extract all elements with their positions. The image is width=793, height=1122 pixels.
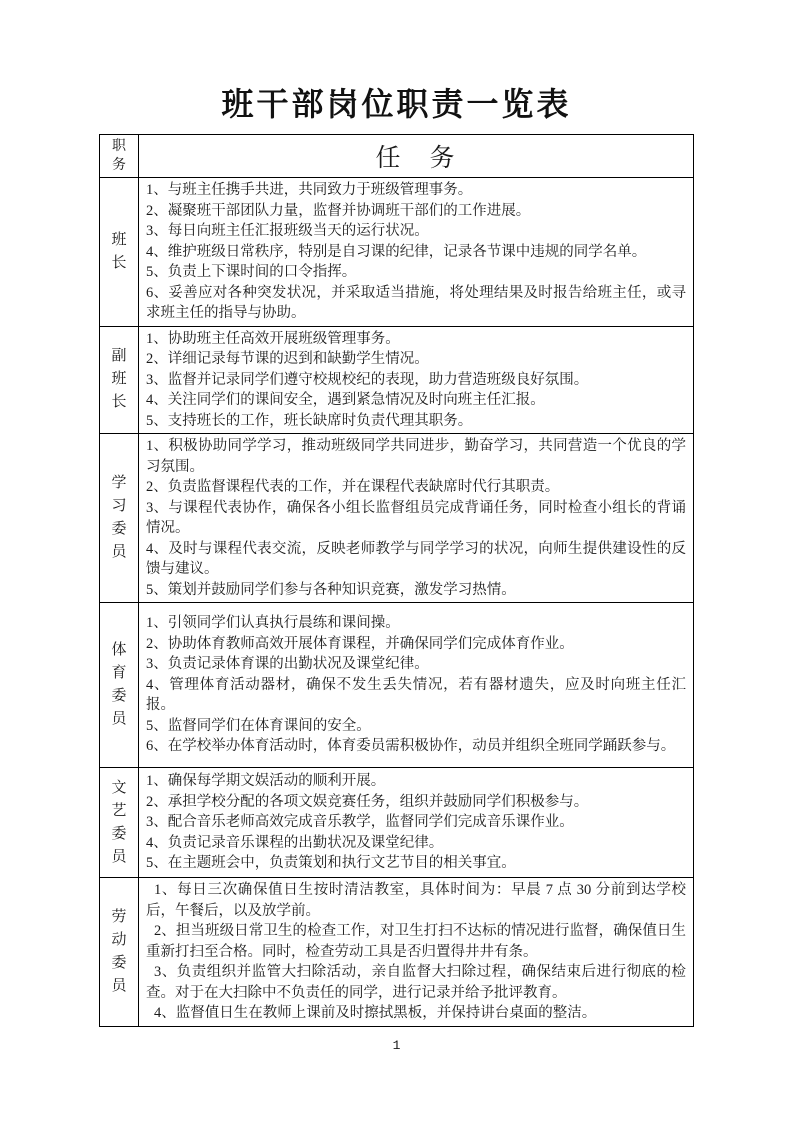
task-item: 1、协助班主任高效开展班级管理事务。: [146, 330, 400, 347]
task-item: 2、凝聚班干部团队力量，监督并协调班干部们的工作进展。: [146, 202, 531, 219]
task-item: 2、详细记录每节课的迟到和缺勤学生情况。: [146, 351, 429, 367]
role-label: 文艺委员: [111, 779, 127, 865]
task-item: 2、担当班级日常卫生的检查工作，对卫生打扫不达标的情况进行监督，确保值日生重新打扫至合格。同时，检查劳动工具是否归置得井井有条。: [146, 923, 686, 960]
task-item: 1、与班主任携手共进，共同致力于班级管理事务。: [146, 182, 473, 198]
role-cell-monitor: [100, 178, 139, 327]
task-item: 3、配合音乐老师高效完成音乐教学，监督同学们完成音乐课作业。: [146, 814, 574, 831]
tasks-cell-study: [139, 434, 694, 603]
tasks-cell-vice-monitor: [139, 326, 694, 434]
task-item: 1、引领同学们认真执行晨练和课间操。: [146, 615, 400, 632]
page-number: 1: [392, 1038, 401, 1053]
role-label: 班长: [111, 231, 127, 271]
role-cell-labor: [100, 878, 139, 1027]
table-row-monitor: [100, 178, 694, 327]
tasks-cell-monitor: [139, 178, 694, 327]
task-item: 5、监督同学们在体育课间的安全。: [146, 717, 371, 734]
responsibilities-table: [99, 134, 694, 1027]
role-cell-sports: [100, 603, 139, 768]
role-label: 副班长: [111, 348, 127, 411]
tasks-cell-labor: [139, 878, 694, 1027]
table-row-vice-monitor: [100, 326, 694, 434]
task-item: 4、监督值日生在教师上课前及时擦拭黑板，并保持讲台桌面的整洁。: [153, 1005, 597, 1021]
task-item: 1、每日三次确保值日生按时清洁教室，具体时间为：早晨 7 点 30 分前到达学校后，午餐后，以及放学前。: [146, 882, 686, 919]
document-title: 班干部岗位职责一览表: [221, 86, 572, 122]
table-row-study: [100, 434, 694, 603]
tasks-cell-arts: [139, 768, 694, 878]
header-cell-task: [139, 135, 694, 178]
task-item: 3、负责记录体育课的出勤状况及课堂纪律。: [146, 656, 429, 673]
task-item: 1、确保每学期文娱活动的顺利开展。: [146, 773, 386, 790]
task-item: 6、在学校举办体育活动时，体育委员需积极协作，动员并组织全班同学踊跃参与。: [146, 738, 676, 755]
task-item: 3、与课程代表协作，确保各小组长监督组员完成背诵任务，同时检查小组长的背诵情况。: [146, 499, 686, 536]
task-item: 4、及时与课程代表交流，反映老师教学与同学学习的状况，向师生提供建设性的反馈与建议。: [146, 540, 686, 577]
task-item: 3、监督并记录同学们遵守校规校纪的表现，助力营造班级良好氛围。: [146, 371, 589, 388]
table-row-sports: [100, 603, 694, 768]
task-item: 4、关注同学们的课间安全，遇到紧急情况及时向班主任汇报。: [146, 392, 545, 408]
task-item: 5、在主题班会中，负责策划和执行文艺节目的相关事宜。: [146, 855, 516, 872]
task-item: 5、支持班长的工作，班长缺席时负责代理其职务。: [146, 412, 473, 429]
role-cell-arts: [100, 768, 139, 878]
task-item: 3、负责组织并监管大扫除活动，亲自监督大扫除过程，确保结束后进行彻底的检查。对于在大扫除中不负责任的同学，进行记录并给予批评教育。: [146, 964, 686, 1001]
task-item: 1、积极协助同学学习，推动班级同学共同进步，勤奋学习，共同营造一个优良的学习氛围。: [146, 438, 686, 475]
task-item: 2、负责监督课程代表的工作，并在课程代表缺席时代行其职责。: [146, 479, 560, 495]
task-item: 5、负责上下课时间的口令指挥。: [146, 264, 357, 280]
task-item: 3、每日向班主任汇报班级当天的运行状况。: [146, 223, 429, 239]
task-item: 4、管理体育活动器材，确保不发生丢失情况，若有器材遗失，应及时向班主任汇报。: [146, 676, 686, 714]
table-row-arts: [100, 768, 694, 878]
task-item: 2、承担学校分配的各项文娱竞赛任务，组织并鼓励同学们积极参与。: [146, 793, 589, 810]
table-row-labor: [100, 878, 694, 1027]
task-item: 6、妥善应对各种突发状况，并采取适当措施，将处理结果及时报告给班主任，或寻求班主任的指导与协助。: [146, 284, 686, 321]
task-item: 5、策划并鼓励同学们参与各种知识竞赛，激发学习热情。: [146, 581, 516, 598]
role-cell-vice-monitor: [100, 326, 139, 434]
table-header-row: [100, 135, 694, 178]
task-item: 2、协助体育教师高效开展体育课程，并确保同学们完成体育作业。: [146, 635, 574, 652]
role-label: 体育委员: [111, 642, 127, 727]
task-item: 4、负责记录音乐课程的出勤状况及课堂纪律。: [146, 834, 444, 851]
header-task-label: 任 务: [375, 145, 457, 172]
role-label: 学习委员: [111, 475, 127, 560]
tasks-cell-sports: [139, 603, 694, 768]
task-item: 4、维护班级日常秩序，特别是自习课的纪律，记录各节课中违规的同学名单。: [146, 243, 647, 260]
role-cell-study: [100, 434, 139, 603]
header-role-label: 职务: [112, 139, 126, 173]
role-label: 劳动委员: [111, 908, 127, 994]
header-cell-role: [100, 135, 139, 178]
